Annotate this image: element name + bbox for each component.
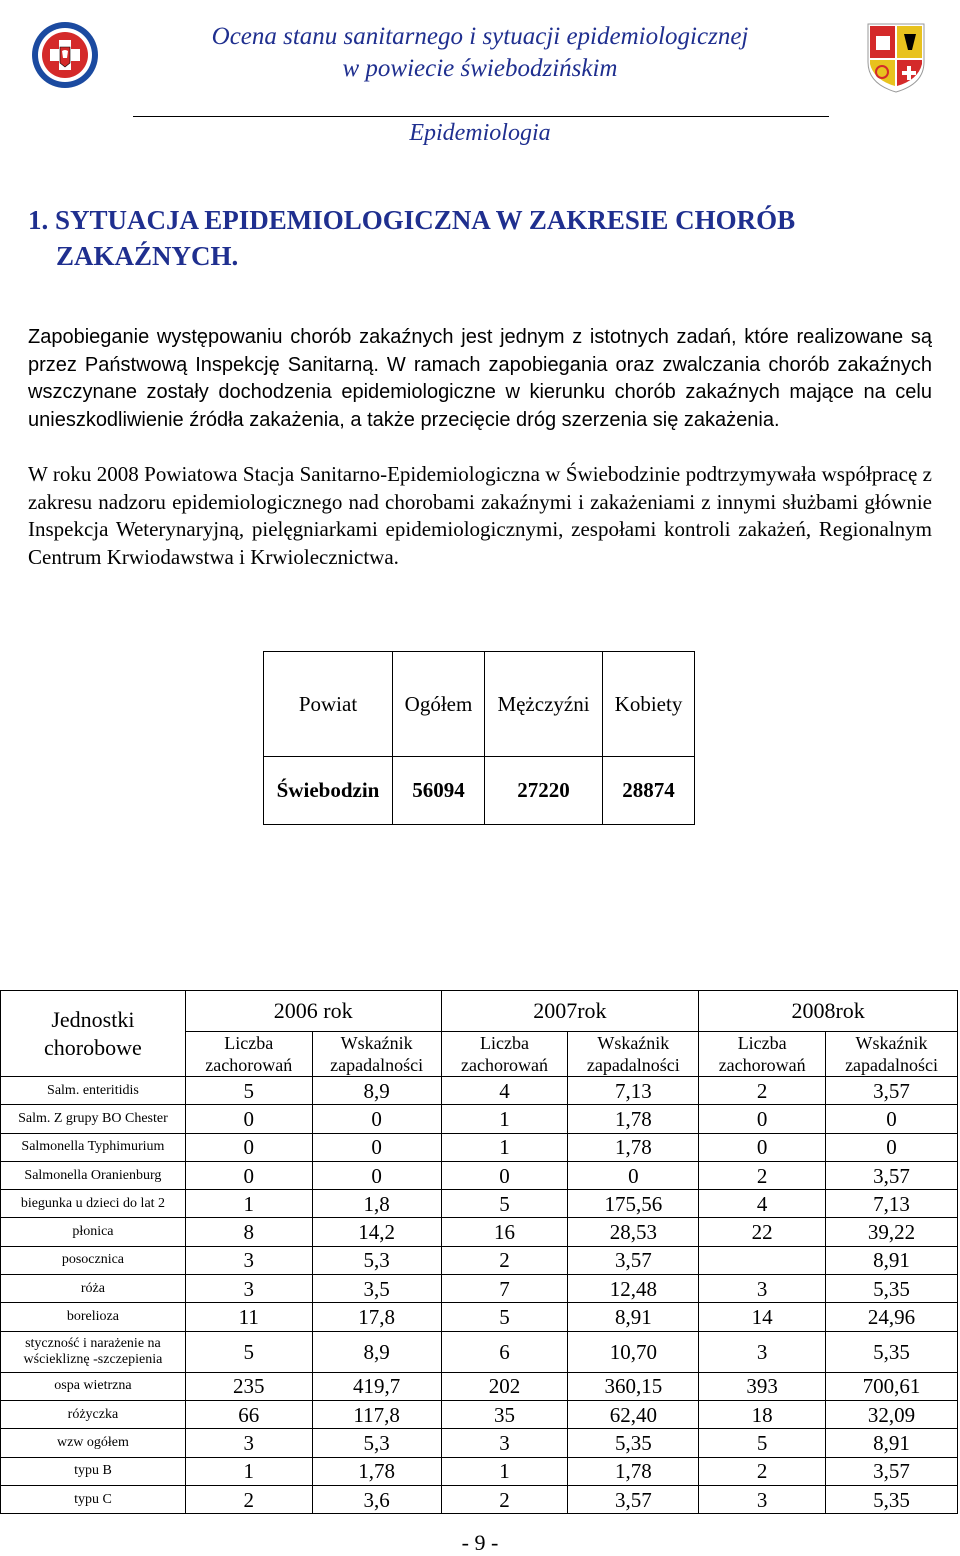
cases-cell: 1 [441,1133,568,1161]
cases-cell: 3 [185,1246,312,1274]
incidence-rate-cell: 0 [312,1133,441,1161]
incidence-rate-cell: 7,13 [568,1077,699,1105]
disease-name-cell: posocznica [1,1246,186,1274]
incidence-rate-cell: 12,48 [568,1275,699,1303]
incidence-rate-cell: 0 [312,1105,441,1133]
table-row [1,1133,958,1161]
cases-cell: 18 [699,1400,826,1428]
cases-cell: 0 [441,1161,568,1189]
table-row [1,1190,958,1218]
cases-cell: 3 [185,1429,312,1457]
header-section: Epidemiologia [409,120,551,146]
disease-name-cell: ospa wietrzna [1,1372,186,1400]
table-row [1,1275,958,1303]
incidence-rate-cell: 360,15 [568,1372,699,1400]
disease-name-cell: róża [1,1275,186,1303]
incidence-rate-cell: 3,6 [312,1485,441,1513]
disease-name-cell: wzw ogółem [1,1429,186,1457]
cases-cell: 8 [185,1218,312,1246]
disease-name-cell: biegunka u dzieci do lat 2 [1,1190,186,1218]
cases-cell: 202 [441,1372,568,1400]
disease-name-cell: Salmonella Typhimurium [1,1133,186,1161]
incidence-rate-cell: 1,8 [312,1190,441,1218]
incidence-rate-cell: 8,91 [568,1303,699,1331]
table-row [1,1161,958,1189]
cases-cell: 0 [699,1133,826,1161]
incidence-rate-cell: 39,22 [826,1218,958,1246]
cases-cell: 7 [441,1275,568,1303]
incidence-rate-cell: 419,7 [312,1372,441,1400]
population-header-cell: Powiat [264,652,393,757]
population-header-cell: Mężczyźni [485,652,603,757]
incidence-rate-cell: 8,91 [826,1429,958,1457]
incidence-rate-cell: 1,78 [568,1133,699,1161]
incidence-rate-cell: 5,35 [568,1429,699,1457]
incidence-rate-cell: 5,35 [826,1331,958,1372]
cases-cell: 0 [185,1133,312,1161]
incidence-rate-cell: 10,70 [568,1331,699,1372]
cases-cell: 22 [699,1218,826,1246]
population-table-row [264,757,695,825]
cases-cell: 16 [441,1218,568,1246]
subheader-cases: Liczba zachorowań [699,1032,826,1077]
table-row [1,1105,958,1133]
population-header-cell: Kobiety [603,652,695,757]
cases-cell: 1 [441,1105,568,1133]
cases-cell: 1 [185,1457,312,1485]
incidence-rate-cell: 8,9 [312,1331,441,1372]
incidence-rate-cell: 3,57 [568,1246,699,1274]
cases-cell: 11 [185,1303,312,1331]
incidence-rate-cell: 5,3 [312,1246,441,1274]
county-coat-of-arms-icon [864,20,928,94]
section-title-line2: ZAKAŹNYCH. [56,241,239,271]
incidence-rate-cell: 5,35 [826,1275,958,1303]
subheader-incidence-rate: Wskaźnik zapadalności [312,1032,441,1077]
cases-cell: 14 [699,1303,826,1331]
cases-cell: 3 [185,1275,312,1303]
disease-name-cell: typu B [1,1457,186,1485]
table-row [1,1218,958,1246]
state-sanitary-inspection-logo-icon [30,20,100,90]
cases-cell: 5 [441,1190,568,1218]
header-title-line1: Ocena stanu sanitarnego i sytuacji epidemiologicznej [211,23,749,50]
incidence-rate-cell: 0 [312,1161,441,1189]
cases-cell: 3 [699,1485,826,1513]
population-cell: 56094 [393,757,485,825]
incidence-rate-cell: 3,5 [312,1275,441,1303]
header-divider [133,116,829,117]
table-row [1,1457,958,1485]
incidence-rate-cell: 8,91 [826,1246,958,1274]
cases-cell: 1 [441,1457,568,1485]
cases-cell: 393 [699,1372,826,1400]
cases-cell: 0 [185,1105,312,1133]
incidence-rate-cell: 1,78 [568,1105,699,1133]
paragraph-2: W roku 2008 Powiatowa Stacja Sanitarno-Epidemiologiczna w Świebodzinie podtrzymywała współpracę z zakresu nadzoru epidemiologicznego nad chorobami zakaźnymi i zakażeniami z innymi służbami głównie Inspekcja Weterynaryjną, pielęgniarkami epidemiologicznymi, zespołami kontroli zakażeń, Regionalnym Centrum Krwiodawstwa i Krwiolecznictwa. [28,462,932,569]
incidence-rate-cell: 24,96 [826,1303,958,1331]
disease-name-cell: Salmonella Oranienburg [1,1161,186,1189]
cases-cell: 3 [699,1331,826,1372]
table-row [1,1246,958,1274]
disease-table-body [1,1077,958,1514]
cases-cell: 5 [185,1077,312,1105]
incidence-rate-cell: 1,78 [312,1457,441,1485]
disease-name-cell: różyczka [1,1400,186,1428]
incidence-rate-cell: 1,78 [568,1457,699,1485]
disease-name-cell: styczność i narażenie na wściekliznę -szczepienia [1,1331,186,1372]
cases-cell: 3 [441,1429,568,1457]
cases-cell: 1 [185,1190,312,1218]
cases-cell: 2 [699,1077,826,1105]
incidence-rate-cell: 17,8 [312,1303,441,1331]
section-title [28,202,908,274]
incidence-rate-cell: 62,40 [568,1400,699,1428]
disease-name-cell: borelioza [1,1303,186,1331]
cases-cell: 5 [699,1429,826,1457]
population-cell: 28874 [603,757,695,825]
population-header-cell: Ogółem [393,652,485,757]
cases-cell: 2 [441,1485,568,1513]
disease-table-year-row [1,991,958,1032]
year-header-2006: 2006 rok [185,991,441,1032]
table-row [1,1077,958,1105]
table-row [1,1429,958,1457]
disease-name-cell: typu C [1,1485,186,1513]
disease-name-cell: Salm. Z grupy BO Chester [1,1105,186,1133]
cases-cell: 5 [441,1303,568,1331]
cases-cell: 5 [185,1331,312,1372]
incidence-rate-cell: 3,57 [826,1077,958,1105]
incidence-rate-cell: 5,3 [312,1429,441,1457]
incidence-rate-cell: 8,9 [312,1077,441,1105]
incidence-rate-cell: 14,2 [312,1218,441,1246]
table-row [1,1303,958,1331]
table-row [1,1372,958,1400]
population-cell: 27220 [485,757,603,825]
header-title-line2: w powiecie świebodzińskim [342,55,618,82]
cases-cell: 4 [441,1077,568,1105]
cases-cell: 6 [441,1331,568,1372]
incidence-rate-cell: 32,09 [826,1400,958,1428]
subheader-cases: Liczba zachorowań [441,1032,568,1077]
incidence-rate-cell: 7,13 [826,1190,958,1218]
year-header-2007: 2007rok [441,991,699,1032]
incidence-rate-cell: 0 [826,1133,958,1161]
incidence-rate-cell: 3,57 [826,1161,958,1189]
disease-incidence-table [0,990,958,1514]
cases-cell: 4 [699,1190,826,1218]
cases-cell: 35 [441,1400,568,1428]
incidence-rate-cell: 0 [826,1105,958,1133]
cases-cell: 0 [699,1105,826,1133]
cases-cell: 235 [185,1372,312,1400]
incidence-rate-cell: 117,8 [312,1400,441,1428]
incidence-rate-cell: 175,56 [568,1190,699,1218]
incidence-rate-cell: 3,57 [826,1457,958,1485]
incidence-rate-cell: 0 [568,1161,699,1189]
year-header-2008: 2008rok [699,991,958,1032]
table-row [1,1400,958,1428]
table-row [1,1485,958,1513]
population-table [263,651,695,825]
incidence-rate-cell: 3,57 [568,1485,699,1513]
cases-cell: 2 [441,1246,568,1274]
incidence-rate-cell: 5,35 [826,1485,958,1513]
cases-cell: 2 [699,1161,826,1189]
subheader-cases: Liczba zachorowań [185,1032,312,1077]
population-cell: Świebodzin [264,757,393,825]
incidence-rate-cell: 28,53 [568,1218,699,1246]
disease-name-cell: płonica [1,1218,186,1246]
section-title-line1: 1. SYTUACJA EPIDEMIOLOGICZNA W ZAKRESIE CHORÓB [28,205,796,235]
disease-column-header: Jednostki chorobowe [1,991,186,1077]
table-row [1,1331,958,1372]
population-table-header [264,652,695,757]
incidence-rate-cell: 700,61 [826,1372,958,1400]
cases-cell: 2 [699,1457,826,1485]
subheader-incidence-rate: Wskaźnik zapadalności [826,1032,958,1077]
cases-cell: 3 [699,1275,826,1303]
cases-cell: 2 [185,1485,312,1513]
subheader-incidence-rate: Wskaźnik zapadalności [568,1032,699,1077]
cases-cell [699,1246,826,1274]
disease-name-cell: Salm. enteritidis [1,1077,186,1105]
page-number: - 9 - [461,1530,499,1555]
cases-cell: 0 [185,1161,312,1189]
cases-cell: 66 [185,1400,312,1428]
paragraph-1: Zapobieganie występowaniu chorób zakaźnych jest jednym z istotnych zadań, które realizowane są przez Państwową Inspekcję Sanitarną. W ramach zapobiegania oraz zwalczania chorób zakaźnych wszczynane zostały dochodzenia epidemiologiczne w kierunku chorób zakaźnych mające na celu unieszkodliwienie źródła zakażenia, a także przecięcie dróg szerzenia się zakażenia. [28,326,932,431]
